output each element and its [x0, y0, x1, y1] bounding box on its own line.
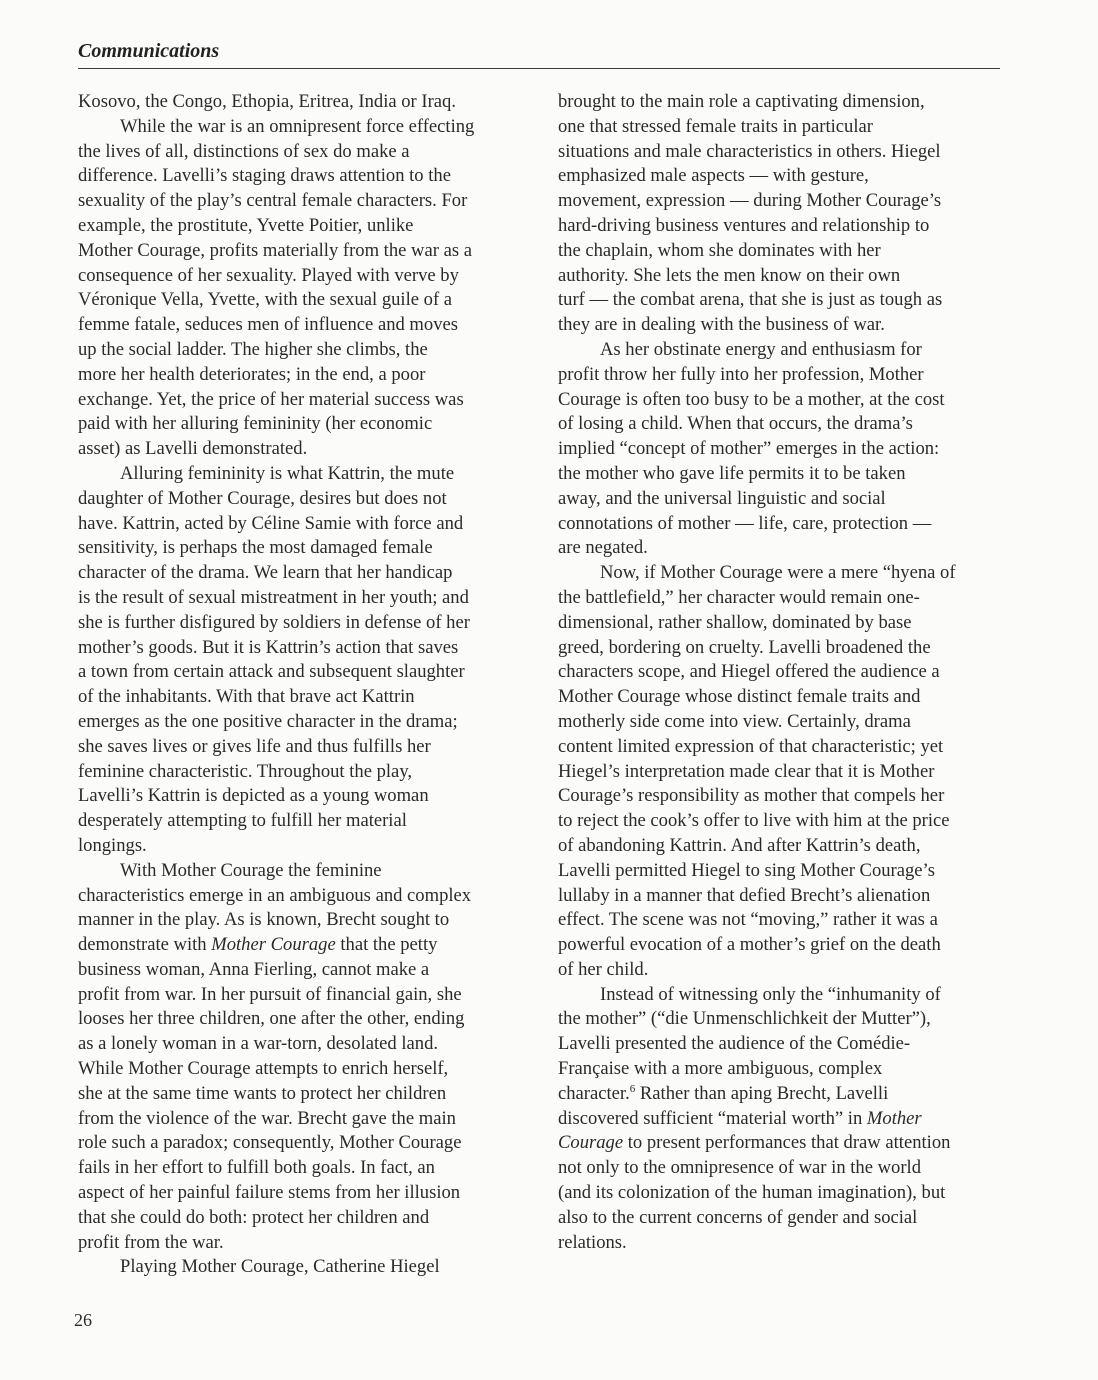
text-line: sensitivity, is perhaps the most damaged female [78, 537, 433, 559]
text-line [78, 933, 523, 958]
page-number: 26 [74, 1310, 92, 1330]
text-line: role such a paradox; consequently, Mother Courage [78, 1132, 462, 1154]
text-line: paid with her alluring femininity (her economic [78, 413, 433, 435]
text-line: hard-driving business ventures and relationship to [558, 214, 930, 236]
text-line: exchange. Yet, the price of her material success was [78, 388, 464, 410]
text-line: example, the prostitute, Yvette Poitier, unlike [78, 214, 414, 236]
text-line-part: Rather than aping Brecht, Lavelli [639, 1082, 889, 1104]
text-line: consequence of her sexuality. Played with verve by [78, 264, 459, 286]
text-line: the mother” (“die Unmenschlichkeit der Mutter”), [558, 1008, 931, 1030]
text-line: she at the same time wants to protect her children [78, 1082, 447, 1104]
text-line: the battlefield,” her character would remain one- [558, 586, 920, 608]
text-line: to reject the cook’s offer to live with him at the price [558, 810, 950, 832]
text-line: Now, if Mother Courage were a mere “hyena of [600, 562, 956, 584]
text-line: (and its colonization of the human imagination), but [558, 1182, 946, 1204]
italic-play-title: Mother Courage [211, 934, 336, 956]
text-line: implied “concept of mother” emerges in the action: [558, 438, 940, 460]
text-line: of losing a child. When that occurs, the drama’s [558, 413, 913, 435]
text-line: away, and the universal linguistic and social [558, 487, 886, 509]
text-line: desperately attempting to fulfill her material [78, 810, 407, 832]
text-line: With Mother Courage the feminine [120, 859, 382, 881]
italic-play-title: Courage [558, 1132, 624, 1154]
text-line: Mother Courage, profits materially from the war as a [78, 239, 472, 261]
text-line: the lives of all, distinctions of sex do make a [78, 140, 410, 162]
text-line: While Mother Courage attempts to enrich herself, [78, 1058, 449, 1080]
text-line-part: that the petty [340, 934, 438, 956]
text-line-part: discovered sufficient “material worth” in [558, 1107, 867, 1129]
text-line: mother’s goods. But it is Kattrin’s action that saves [78, 636, 459, 658]
text-line: movement, expression — during Mother Courage’s [558, 190, 942, 212]
right-column [558, 90, 1003, 1255]
text-line: feminine characteristic. Throughout the play, [78, 760, 413, 782]
text-line: asset) as Lavelli demonstrated. [78, 438, 308, 460]
text-line: of the inhabitants. With that brave act Kattrin [78, 686, 415, 708]
text-line: authority. She lets the men know on their own [558, 264, 901, 286]
text-line: aspect of her painful failure stems from her illusion [78, 1182, 461, 1204]
text-line: Kosovo, the Congo, Ethopia, Eritrea, India or Iraq. [78, 91, 456, 112]
text-line: character of the drama. We learn that her handicap [78, 562, 453, 584]
text-line: she is further disfigured by soldiers in defense of her [78, 611, 470, 633]
italic-play-title: Mother [866, 1107, 922, 1129]
text-line: situations and male characteristics in others. Hiegel [558, 140, 941, 162]
text-line: she saves lives or gives life and thus fulfills her [78, 735, 431, 757]
text-line: sexuality of the play’s central female characters. For [78, 190, 468, 212]
text-line: characteristics emerge in an ambiguous and complex [78, 884, 472, 906]
text-line: longings. [78, 834, 147, 856]
text-line: of abandoning Kattrin. And after Kattrin’s death, [558, 834, 921, 856]
text-line: they are in dealing with the business of war. [558, 314, 885, 336]
text-line: characters scope, and Hiegel offered the audience a [558, 661, 940, 683]
text-line: profit from the war. [78, 1231, 224, 1253]
text-line: content limited expression of that characteristic; yet [558, 735, 944, 757]
section-title: Communications [78, 40, 220, 62]
text-line: also to the current concerns of gender and social [558, 1206, 918, 1228]
text-line: brought to the main role a captivating dimension, [558, 91, 925, 112]
text-line: a town from certain attack and subsequent slaughter [78, 661, 465, 683]
text-line: Alluring femininity is what Kattrin, the mute [120, 462, 455, 484]
text-line: Lavelli presented the audience of the Comédie- [558, 1033, 911, 1055]
text-line: one that stressed female traits in particular [558, 115, 873, 137]
text-line: turf — the combat arena, that she is just as tough as [558, 289, 943, 311]
text-line [558, 1131, 1003, 1156]
text-line: more her health deteriorates; in the end, a poor [78, 363, 426, 385]
running-header [78, 40, 1000, 69]
text-line: the mother who gave life permits it to be taken [558, 462, 906, 484]
text-line: emerges as the one positive character in the drama; [78, 710, 458, 732]
text-line: connotations of mother — life, care, protection — [558, 512, 932, 534]
text-line-part: demonstrate with [78, 934, 212, 956]
text-line: motherly side come into view. Certainly, drama [558, 710, 911, 732]
text-line: have. Kattrin, acted by Céline Samie with force and [78, 512, 464, 534]
text-line: relations. [558, 1231, 627, 1253]
text-line: Instead of witnessing only the “inhumanity of [600, 983, 941, 1005]
text-line: up the social ladder. The higher she climbs, the [78, 338, 428, 360]
text-line: the chaplain, whom she dominates with her [558, 239, 881, 261]
text-line: not only to the omnipresence of war in the world [558, 1157, 922, 1179]
text-line: fails in her effort to fulfill both goals. In fact, an [78, 1157, 435, 1179]
text-line: dimensional, rather shallow, dominated by base [558, 611, 912, 633]
text-line: Mother Courage whose distinct female traits and [558, 686, 921, 708]
text-line: difference. Lavelli’s staging draws attention to the [78, 165, 451, 187]
text-line: Courage is often too busy to be a mother, at the cost [558, 388, 945, 410]
text-line: are negated. [558, 537, 648, 559]
text-line: While the war is an omnipresent force effecting [120, 115, 475, 137]
text-line: Hiegel’s interpretation made clear that it is Mother [558, 760, 935, 782]
text-line: daughter of Mother Courage, desires but does not [78, 487, 447, 509]
text-line: looses her three children, one after the other, ending [78, 1008, 465, 1030]
text-line: emphasized male aspects — with gesture, [558, 165, 869, 187]
text-line: Lavelli’s Kattrin is depicted as a young woman [78, 785, 429, 807]
text-line: Française with a more ambiguous, complex [558, 1058, 883, 1080]
text-line: femme fatale, seduces men of influence and moves [78, 314, 458, 336]
text-line: profit from war. In her pursuit of financial gain, she [78, 983, 462, 1005]
text-line [558, 1107, 1003, 1132]
text-line: of her child. [558, 958, 649, 980]
text-line: greed, bordering on cruelty. Lavelli broadened the [558, 636, 931, 658]
text-line: profit throw her fully into her profession, Mother [558, 363, 924, 385]
left-column [78, 90, 523, 1280]
text-line: As her obstinate energy and enthusiasm for [600, 338, 922, 360]
text-line: from the violence of the war. Brecht gave the main [78, 1107, 456, 1129]
text-line: lullaby in a manner that defied Brecht’s alienation [558, 884, 931, 906]
footnote-ref: 6 [629, 1082, 636, 1095]
text-line: Véronique Vella, Yvette, with the sexual guile of a [78, 289, 453, 311]
text-line: effect. The scene was not “moving,” rather it was a [558, 909, 938, 931]
text-line-part: to present performances that draw attention [627, 1132, 951, 1154]
text-line: is the result of sexual mistreatment in her youth; and [78, 586, 469, 608]
text-line: as a lonely woman in a war-torn, desolated land. [78, 1033, 439, 1055]
text-line-part: character. [558, 1082, 630, 1104]
text-line: business woman, Anna Fierling, cannot make a [78, 958, 430, 980]
text-line: that she could do both: protect her children and [78, 1206, 430, 1228]
text-line: Playing Mother Courage, Catherine Hiegel [120, 1256, 440, 1278]
text-line: manner in the play. As is known, Brecht sought to [78, 909, 450, 931]
text-line: powerful evocation of a mother’s grief on the death [558, 934, 941, 956]
text-line: Courage’s responsibility as mother that compels her [558, 785, 945, 807]
text-line [558, 1082, 1003, 1107]
text-line: Lavelli permitted Hiegel to sing Mother Courage’s [558, 859, 935, 881]
